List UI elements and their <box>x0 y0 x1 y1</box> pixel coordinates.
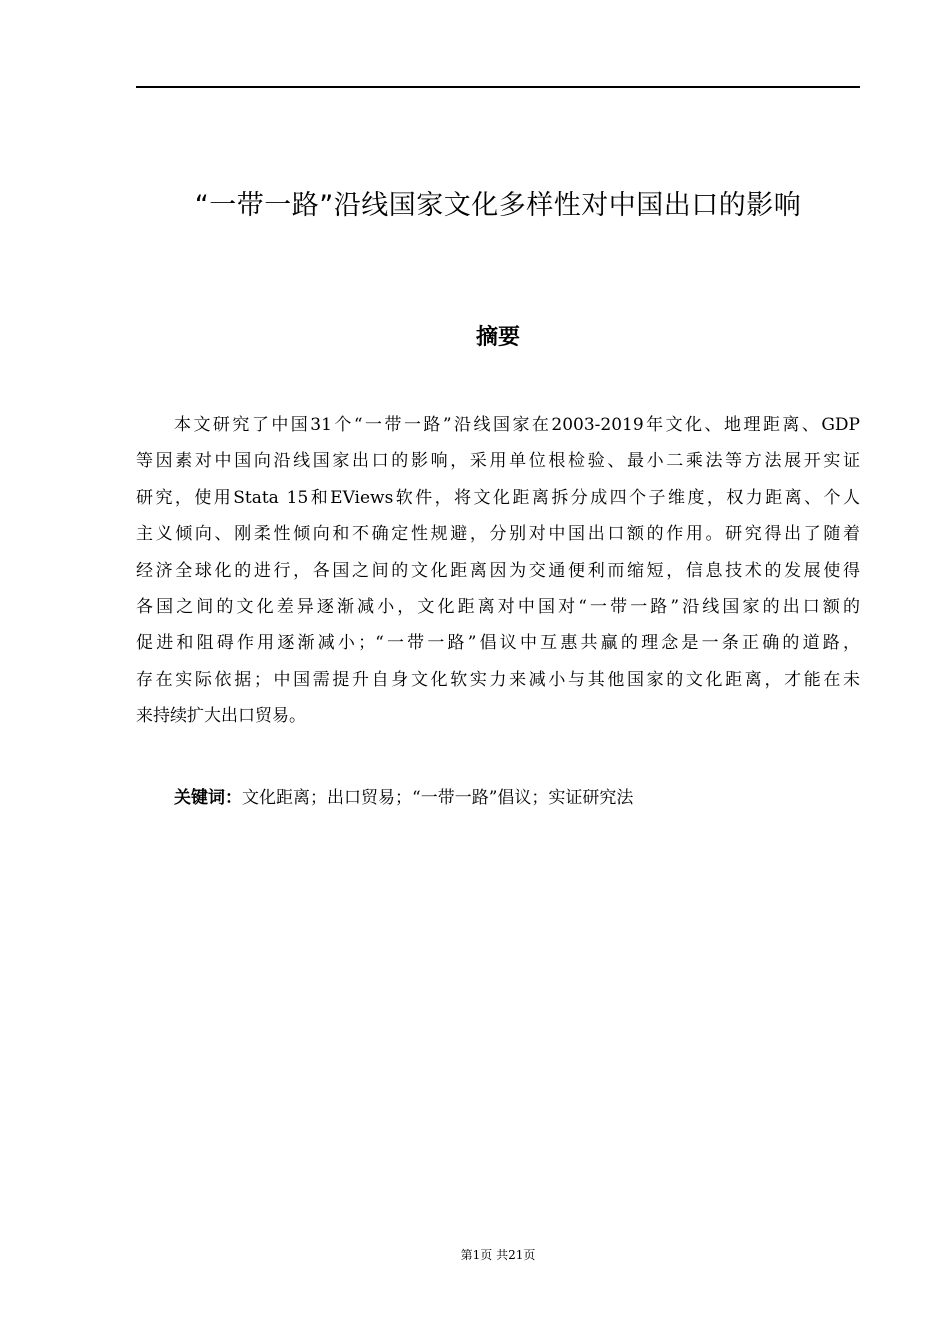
keywords-text: 文化距离；出口贸易；“一带一路”倡议；实证研究法 <box>242 788 634 808</box>
abstract-line: 经济全球化的进行，各国之间的文化距离因为交通便利而缩短，信息技术的发展使得 <box>136 560 860 581</box>
abstract-line: 研究，使用Stata 15和EViews软件，将文化距离拆分成四个子维度，权力距离、个人 <box>136 487 860 508</box>
abstract-line: 各国之间的文化差异逐渐减小，文化距离对中国对“一带一路”沿线国家的出口额的 <box>136 596 860 617</box>
abstract-line: 主义倾向、刚柔性倾向和不确定性规避，分别对中国出口额的作用。研究得出了随着 <box>136 524 860 545</box>
abstract-line: 存在实际依据；中国需提升自身文化软实力来减小与其他国家的文化距离，才能在未 <box>136 669 860 690</box>
document-title: “一带一路”沿线国家文化多样性对中国出口的影响 <box>194 190 802 221</box>
abstract-line: 来持续扩大出口贸易。 <box>136 706 306 727</box>
keywords-label: 关键词： <box>174 788 242 808</box>
abstract-body <box>136 407 860 735</box>
abstract-heading: 摘要 <box>475 325 520 350</box>
page-footer: 第1页 共21页 <box>460 1248 536 1262</box>
keywords <box>174 783 633 813</box>
abstract-line: 本文研究了中国31个“一带一路”沿线国家在2003-2019年文化、地理距离、GDP <box>174 415 860 435</box>
header-rule <box>136 86 860 88</box>
abstract-line: 促进和阻碍作用逐渐减小；“一带一路”倡议中互惠共赢的理念是一条正确的道路， <box>136 633 860 654</box>
abstract-line: 等因素对中国向沿线国家出口的影响，采用单位根检验、最小二乘法等方法展开实证 <box>136 451 860 472</box>
